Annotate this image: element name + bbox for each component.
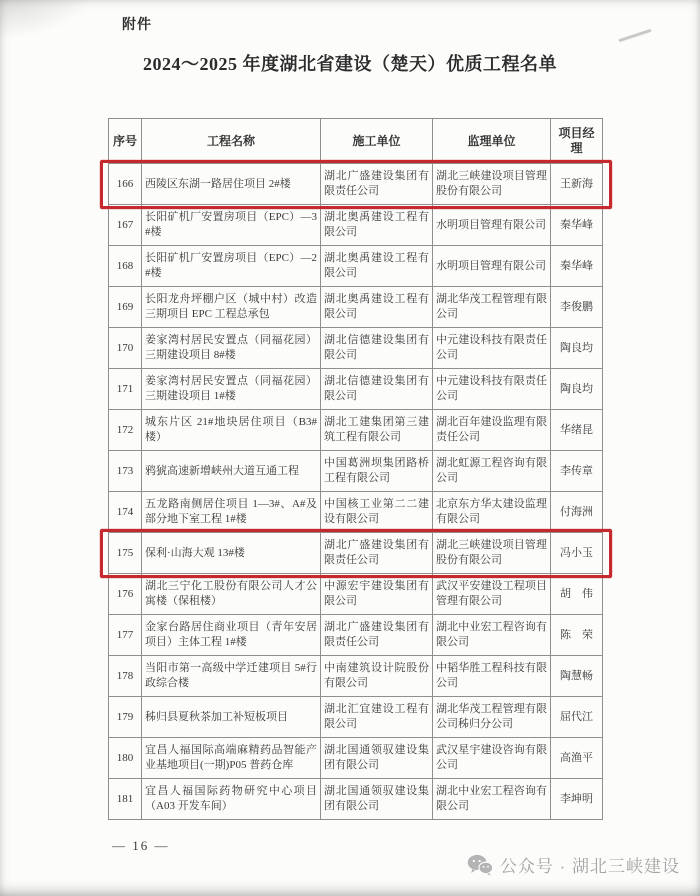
scan-corner-shade — [0, 0, 100, 40]
header-row — [109, 119, 603, 164]
cell-supervisor: 水明项目管理有限公司 — [433, 246, 551, 287]
cell-project-manager: 李俊鹏 — [551, 287, 603, 328]
cell-project-name: 秭归县夏秋茶加工补短板项目 — [142, 697, 321, 738]
cell-project-name: 姜家湾村居民安置点（同福花园）三期建设项目 1#楼 — [142, 369, 321, 410]
cell-supervisor: 湖北中业宏工程咨询有限公司 — [433, 779, 551, 820]
cell-project-manager: 王新海 — [551, 164, 603, 205]
cell-project-manager: 陈 荣 — [551, 615, 603, 656]
cell-project-name: 姜家湾村居民安置点（同福花园）三期建设项目 8#楼 — [142, 328, 321, 369]
cell-no: 171 — [109, 369, 142, 410]
cell-supervisor: 湖北三峡建设项目管理股份有限公司 — [433, 533, 551, 574]
table-row — [109, 328, 603, 369]
cell-project-name: 当阳市第一高级中学迁建项目 5#行政综合楼 — [142, 656, 321, 697]
cell-contractor: 湖北信德建设集团有限公司 — [321, 369, 433, 410]
cell-contractor: 中源宏宇建设集团有限公司 — [321, 574, 433, 615]
table-row — [109, 615, 603, 656]
cell-no: 168 — [109, 246, 142, 287]
cell-project-name: 鸦猇高速新增峡州大道互通工程 — [142, 451, 321, 492]
cell-project-name: 湖北三宁化工股份有限公司人才公寓楼（保租楼） — [142, 574, 321, 615]
cell-no: 177 — [109, 615, 142, 656]
cell-no: 179 — [109, 697, 142, 738]
table-row — [109, 697, 603, 738]
cell-project-manager: 屈代江 — [551, 697, 603, 738]
col-header-supervisor: 监理单位 — [433, 119, 551, 164]
table-row — [109, 451, 603, 492]
wechat-icon — [467, 854, 493, 876]
cell-no: 175 — [109, 533, 142, 574]
cell-supervisor: 武汉平安建设工程项目管理有限公司 — [433, 574, 551, 615]
cell-supervisor: 湖北华茂工程管理有限公司秭归分公司 — [433, 697, 551, 738]
cell-no: 173 — [109, 451, 142, 492]
cell-project-name: 宜昌人福国际药物研究中心项目（A03 开发车间） — [142, 779, 321, 820]
cell-project-manager: 高渔平 — [551, 738, 603, 779]
cell-no: 174 — [109, 492, 142, 533]
projects-table — [108, 118, 603, 820]
cell-project-manager: 冯小玉 — [551, 533, 603, 574]
table-row — [109, 738, 603, 779]
col-header-project-manager: 项目经理 — [551, 119, 603, 164]
cell-no: 181 — [109, 779, 142, 820]
attachment-label: 附件 — [122, 18, 152, 33]
table-header — [109, 119, 603, 164]
cell-contractor: 湖北广盛建设集团有限责任公司 — [321, 164, 433, 205]
cell-project-manager: 陶良均 — [551, 328, 603, 369]
cell-contractor: 湖北广盛建设集团有限责任公司 — [321, 533, 433, 574]
table-row — [109, 779, 603, 820]
cell-no: 170 — [109, 328, 142, 369]
table-row — [109, 410, 603, 451]
document-title: 2024～2025 年度湖北省建设（楚天）优质工程名单 — [143, 54, 557, 74]
cell-contractor: 中国葛洲坝集团路桥工程有限公司 — [321, 451, 433, 492]
table-row — [109, 656, 603, 697]
cell-project-name: 金家台路居住商业项目（青年安居项目）主体工程 1#楼 — [142, 615, 321, 656]
table-row — [109, 164, 603, 205]
cell-project-manager: 陶慧畅 — [551, 656, 603, 697]
cell-contractor: 湖北国通领驭建设集团有限公司 — [321, 738, 433, 779]
cell-supervisor: 湖北三峡建设项目管理股份有限公司 — [433, 164, 551, 205]
table-body — [109, 164, 603, 820]
cell-project-manager: 李传章 — [551, 451, 603, 492]
cell-project-manager: 陶良均 — [551, 369, 603, 410]
cell-contractor: 湖北汇宜建设工程有限公司 — [321, 697, 433, 738]
cell-project-name: 城东片区 21#地块居住项目（B3#楼） — [142, 410, 321, 451]
cell-supervisor: 湖北中业宏工程咨询有限公司 — [433, 615, 551, 656]
cell-contractor: 湖北奥禹建设工程有限公司 — [321, 246, 433, 287]
cell-supervisor: 武汉星宇建设咨询有限公司 — [433, 738, 551, 779]
cell-contractor: 湖北广盛建设集团有限责任公司 — [321, 615, 433, 656]
cell-contractor: 中南建筑设计院股份有限公司 — [321, 656, 433, 697]
scan-artifact — [618, 29, 651, 42]
cell-supervisor: 湖北百年建设监理有限责任公司 — [433, 410, 551, 451]
cell-no: 169 — [109, 287, 142, 328]
table-row — [109, 492, 603, 533]
cell-project-name: 西陵区东湖一路居住项目 2#楼 — [142, 164, 321, 205]
table-row — [109, 574, 603, 615]
cell-no: 167 — [109, 205, 142, 246]
cell-project-manager: 华绪昆 — [551, 410, 603, 451]
cell-project-name: 长阳矿机厂安置房项目（EPC）—2#楼 — [142, 246, 321, 287]
cell-project-name: 长阳龙舟坪棚户区（城中村）改造三期项目 EPC 工程总承包 — [142, 287, 321, 328]
page-number: — 16 — — [112, 838, 170, 853]
cell-supervisor: 中元建设科技有限责任公司 — [433, 328, 551, 369]
cell-contractor: 湖北奥禹建设工程有限公司 — [321, 205, 433, 246]
cell-contractor: 湖北国通领驭建设集团有限公司 — [321, 779, 433, 820]
table-row — [109, 369, 603, 410]
table-row — [109, 205, 603, 246]
cell-project-manager: 李坤明 — [551, 779, 603, 820]
table-row — [109, 246, 603, 287]
cell-no: 176 — [109, 574, 142, 615]
cell-contractor: 湖北工建集团第三建筑工程有限公司 — [321, 410, 433, 451]
cell-no: 166 — [109, 164, 142, 205]
cell-project-manager: 秦华峰 — [551, 246, 603, 287]
cell-project-name: 长阳矿机厂安置房项目（EPC）—3#楼 — [142, 205, 321, 246]
cell-supervisor: 水明项目管理有限公司 — [433, 205, 551, 246]
cell-supervisor: 湖北虹源工程咨询有限公司 — [433, 451, 551, 492]
cell-project-name: 五龙路南侧居住项目 1—3#、A#及部分地下室工程 1#楼 — [142, 492, 321, 533]
table-row — [109, 287, 603, 328]
col-header-project-name: 工程名称 — [142, 119, 321, 164]
watermark-text: 公众号 · 湖北三峡建设 — [499, 857, 680, 876]
cell-supervisor: 北京东方华太建设监理有限公司 — [433, 492, 551, 533]
cell-no: 178 — [109, 656, 142, 697]
projects-table-wrapper — [108, 118, 602, 820]
cell-project-manager: 付海洲 — [551, 492, 603, 533]
cell-supervisor: 中元建设科技有限责任公司 — [433, 369, 551, 410]
cell-supervisor: 湖北华茂工程管理有限公司 — [433, 287, 551, 328]
cell-supervisor: 中韬华胜工程科技有限公司 — [433, 656, 551, 697]
col-header-no: 序号 — [109, 119, 142, 164]
cell-no: 180 — [109, 738, 142, 779]
cell-project-name: 保利·山海大观 13#楼 — [142, 533, 321, 574]
cell-contractor: 湖北奥禹建设工程有限公司 — [321, 287, 433, 328]
cell-contractor: 湖北信德建设集团有限公司 — [321, 328, 433, 369]
cell-project-manager: 胡 伟 — [551, 574, 603, 615]
cell-no: 172 — [109, 410, 142, 451]
watermark — [467, 852, 680, 877]
cell-project-manager: 秦华峰 — [551, 205, 603, 246]
cell-contractor: 中国核工业第二二建设有限公司 — [321, 492, 433, 533]
cell-project-name: 宜昌人福国际高端麻精药品智能产业基地项目(一期)P05 普药仓库 — [142, 738, 321, 779]
table-row — [109, 533, 603, 574]
col-header-contractor: 施工单位 — [321, 119, 433, 164]
